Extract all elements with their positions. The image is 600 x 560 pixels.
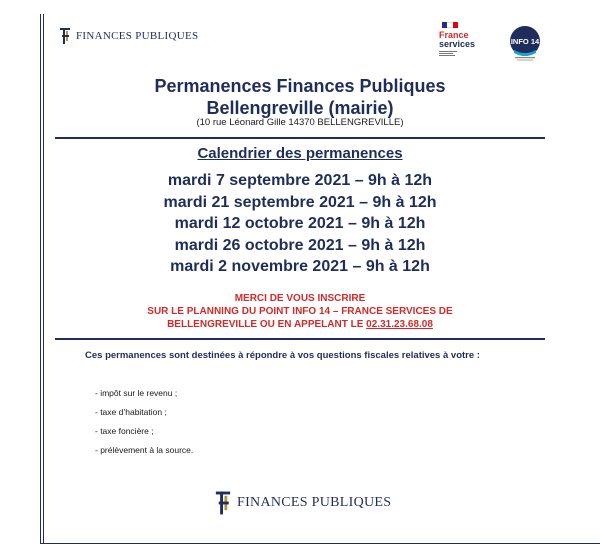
france-services-motto-icon xyxy=(437,51,483,56)
phone-number-link[interactable]: 02.31.23.68.08 xyxy=(366,319,433,330)
finances-publiques-header-logo xyxy=(58,27,198,45)
registration-notice xyxy=(40,292,560,331)
notice-line-3 xyxy=(40,318,560,331)
notice-line-1: MERCI DE VOUS INSCRIRE xyxy=(234,293,366,304)
date-item: mardi 26 octobre 2021 – 9h à 12h xyxy=(174,236,426,254)
topic-item: - impôt sur le revenu ; xyxy=(95,388,178,398)
footer-brand-text: FINANCES PUBLIQUES xyxy=(237,495,392,510)
date-item: mardi 12 octobre 2021 – 9h à 12h xyxy=(174,215,426,232)
topic-item: - taxe foncière ; xyxy=(95,426,154,436)
topic-item: - prélèvement à la source. xyxy=(95,445,194,455)
france-services-title: France services xyxy=(439,30,476,49)
dates-list xyxy=(40,170,560,278)
finances-publiques-footer-logo xyxy=(213,490,391,516)
divider-middle xyxy=(55,338,545,340)
header-brand-text: FINANCES PUBLIQUES xyxy=(76,30,199,42)
finances-publiques-emblem-icon xyxy=(213,490,233,516)
divider-top xyxy=(55,137,545,139)
france-services-logo xyxy=(437,22,483,62)
address-text: (10 rue Léonard Gille 14370 BELLENGREVILLE) xyxy=(196,117,404,128)
notice-line-2: SUR LE PLANNING DU POINT INFO 14 – FRANCE SERVICES DE xyxy=(147,306,453,317)
french-flag-icon xyxy=(442,22,458,28)
finances-publiques-emblem-icon xyxy=(58,27,72,45)
title-line-2: Bellengreville (mairie) xyxy=(206,98,394,118)
title-line-1: Permanences Finances Publiques xyxy=(154,76,446,96)
topics-list xyxy=(95,384,395,460)
point-info-14-logo xyxy=(505,24,545,62)
frame-bottom-border xyxy=(40,543,600,544)
notice-line-3-text: BELLENGREVILLE OU EN APPELANT LE xyxy=(167,319,367,330)
topic-item: - taxe d’habitation ; xyxy=(95,407,167,417)
calendar-heading: Calendrier des permanences xyxy=(197,145,403,162)
date-item: mardi 21 septembre 2021 – 9h à 12h xyxy=(163,193,437,211)
date-item: mardi 2 novembre 2021 – 9h à 12h xyxy=(170,258,430,275)
description-text: Ces permanences sont destinées à répondre à vos questions fiscales relatives à votre : xyxy=(85,350,480,361)
date-item: mardi 7 septembre 2021 – 9h à 12h xyxy=(167,172,433,189)
info14-logo-text: INFO 14 xyxy=(510,37,540,46)
